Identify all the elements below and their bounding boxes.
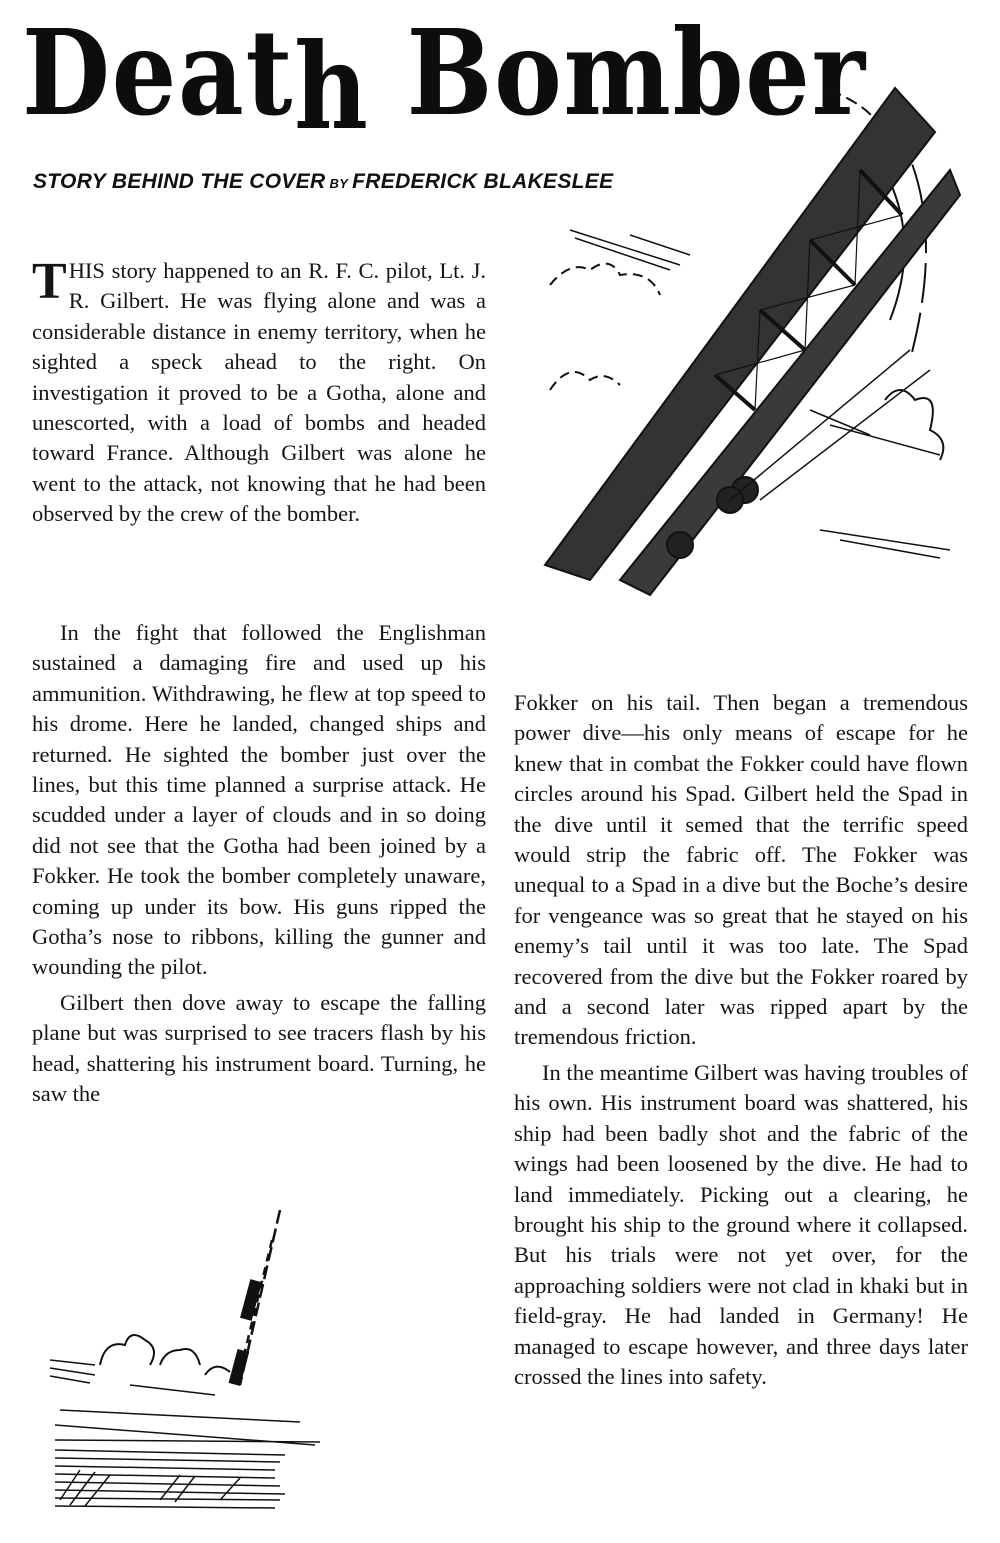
biplane-illustration: [530, 60, 970, 610]
paragraph-1: [32, 253, 486, 530]
article-column-left: [32, 253, 486, 530]
paragraph-1-text: HIS story happened to an R. F. C. pilot, Lt. J. R. Gilbert. He was flying alone and was a considerable distance in enemy territory, when he sighted a speck ahead to the right. On investigation it proved to be a Gotha, alone and unescorted, with a load of bombs and headed toward France. Although Gilbert was alone he went to the attack, not knowing that he had been observed by the crew of the bomber.: [32, 258, 486, 527]
title-part-dropped-h: h: [294, 17, 370, 156]
paragraph-2: In the fight that followed the Englishman sustained a damaging fire and used up his ammunition. Withdrawing, he flew at top speed to his drome. Here he landed, changed ships and returned. He sighted the bomber just over the lines, but this time planned a surprise attack. He scudded under a layer of clouds and in so doing did not see that the Gotha had been joined by a Fokker. He took the bomber completely unaware, coming up under its bow. His guns ripped the Gotha’s nose to ribbons, killing the gunner and wounding the pilot.: [32, 620, 486, 980]
byline-by: BY: [329, 176, 349, 191]
horizon-lines: [50, 1360, 320, 1445]
paragraph-3: Gilbert then dove away to escape the falling plane but was surprised to see tracers flash by his head, shattering his instrument board. Turning, he saw the: [32, 989, 486, 1107]
field-hatching: [55, 1450, 285, 1508]
paragraph-3-continued: Fokker on his tail. Then began a tremendous power dive—his only means of escape for he knew that in combat the Fokker could have flown circles around his Spad. Gilbert held the Spad in the dive until it semed that the terrific speed would strip the fabric off. The Fokker was unequal to a Spad in a dive but the Boche’s desire for vengeance was so great that he stayed on his enemy’s tail until it was too late. The Spad recovered from the dive but the Fokker roared by and a second later was ripped apart by the tremendous friction.: [514, 690, 968, 1050]
crash-illustration: [40, 1200, 330, 1530]
byline-author: FREDERICK BLAKESLEE: [352, 170, 614, 193]
byline: [33, 170, 613, 194]
title-part: eat: [111, 3, 295, 142]
byline-lead: STORY BEHIND THE COVER: [33, 170, 326, 193]
title-letter-d: D: [22, 3, 112, 142]
paragraph-4: In the meantime Gilbert was having troubles of his own. His instrument board was shattered, his ship had been badly shot and the fabric of the wings had been loosened by the dive. He had to land immediately. Picking out a clearing, he brought his ship to the ground where it collapsed. But his trials were not yet over, for the approaching soldiers were not clad in khaki but in field-gray. He had landed in Germany! He managed to escape however, and three days later crossed the lines into safety.: [514, 1059, 968, 1389]
clouds: [100, 1335, 230, 1375]
article-column-right: [514, 688, 968, 1392]
article-column-left-cont: [32, 618, 486, 1110]
dropcap: T: [32, 253, 65, 310]
title-part: Bomber: [369, 3, 867, 142]
